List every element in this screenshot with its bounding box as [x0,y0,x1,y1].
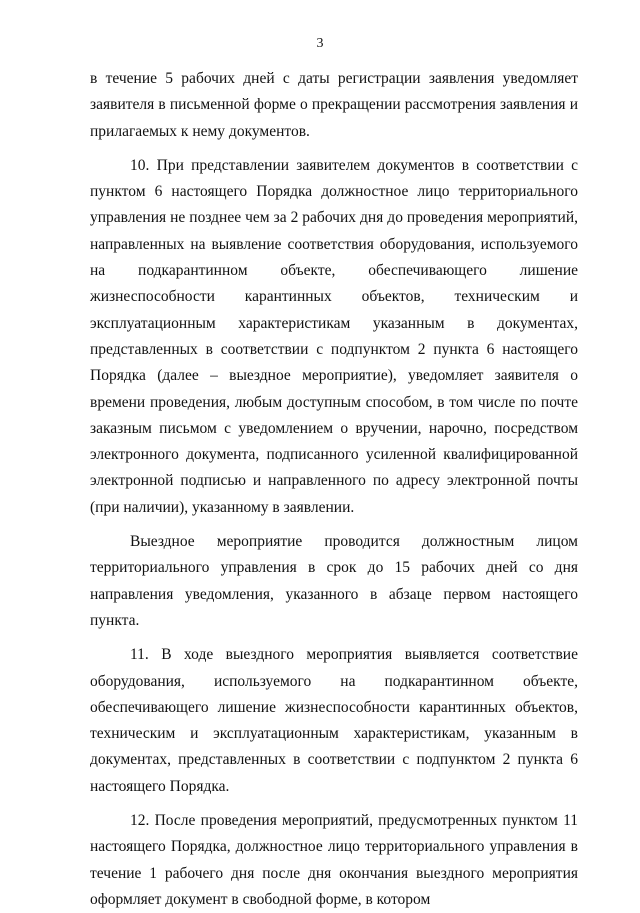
paragraph-continuation: в течение 5 рабочих дней с даты регистрации заявления уведомляет заявителя в письменной форме о прекращении рассмотрения заявления и прилагаемых к нему документов. [90,70,578,140]
paragraph-item-10: 10. При представлении заявителем документов в соответствии с пунктом 6 настоящего Порядка должностное лицо территориального управления не позднее чем за 2 рабочих дня до проведения мероприятий, направленных на выявление соответствия оборудования, используемого на подкарантинном объекте, обеспечивающего лишение жизнеспособности карантинных объектов, техническим и эксплуатационным характеристикам указанным в документах, представленных в соответствии с подпунктом 2 пункта 6 настоящего Порядка (далее – выездное мероприятие), уведомляет заявителя о времени проведения, любым доступным способом, в том числе по почте заказным письмом с уведомлением о вручении, нарочно, посредством электронного документа, подписанного усиленной квалифицированной электронной подписью и направленного по адресу электронной почты (при наличии), указанному в заявлении. [90,156,578,516]
paragraph-field-event: Выездное мероприятие проводится должностным лицом территориального управления в срок до 15 рабочих дней со дня направления уведомления, указанного в абзаце первом настоящего пункта. [90,533,578,629]
paragraph-item-11: 11. В ходе выездного мероприятия выявляется соответствие оборудования, используемого на подкарантинном объекте, обеспечивающего лишение жизнеспособности карантинных объектов, техническим и эксплуатационным характеристикам, указанным в документах, представленных в соответствии с подпунктом 2 пункта 6 настоящего Порядка. [90,646,578,795]
page-number: 3 [316,36,324,51]
paragraph-item-12: 12. После проведения мероприятий, предусмотренных пунктом 11 настоящего Порядка, должностное лицо территориального управления в течение 1 рабочего дня после дня окончания выездного мероприятия оформляет документ в свободной форме, в котором [90,812,578,908]
document-body [90,66,578,913]
